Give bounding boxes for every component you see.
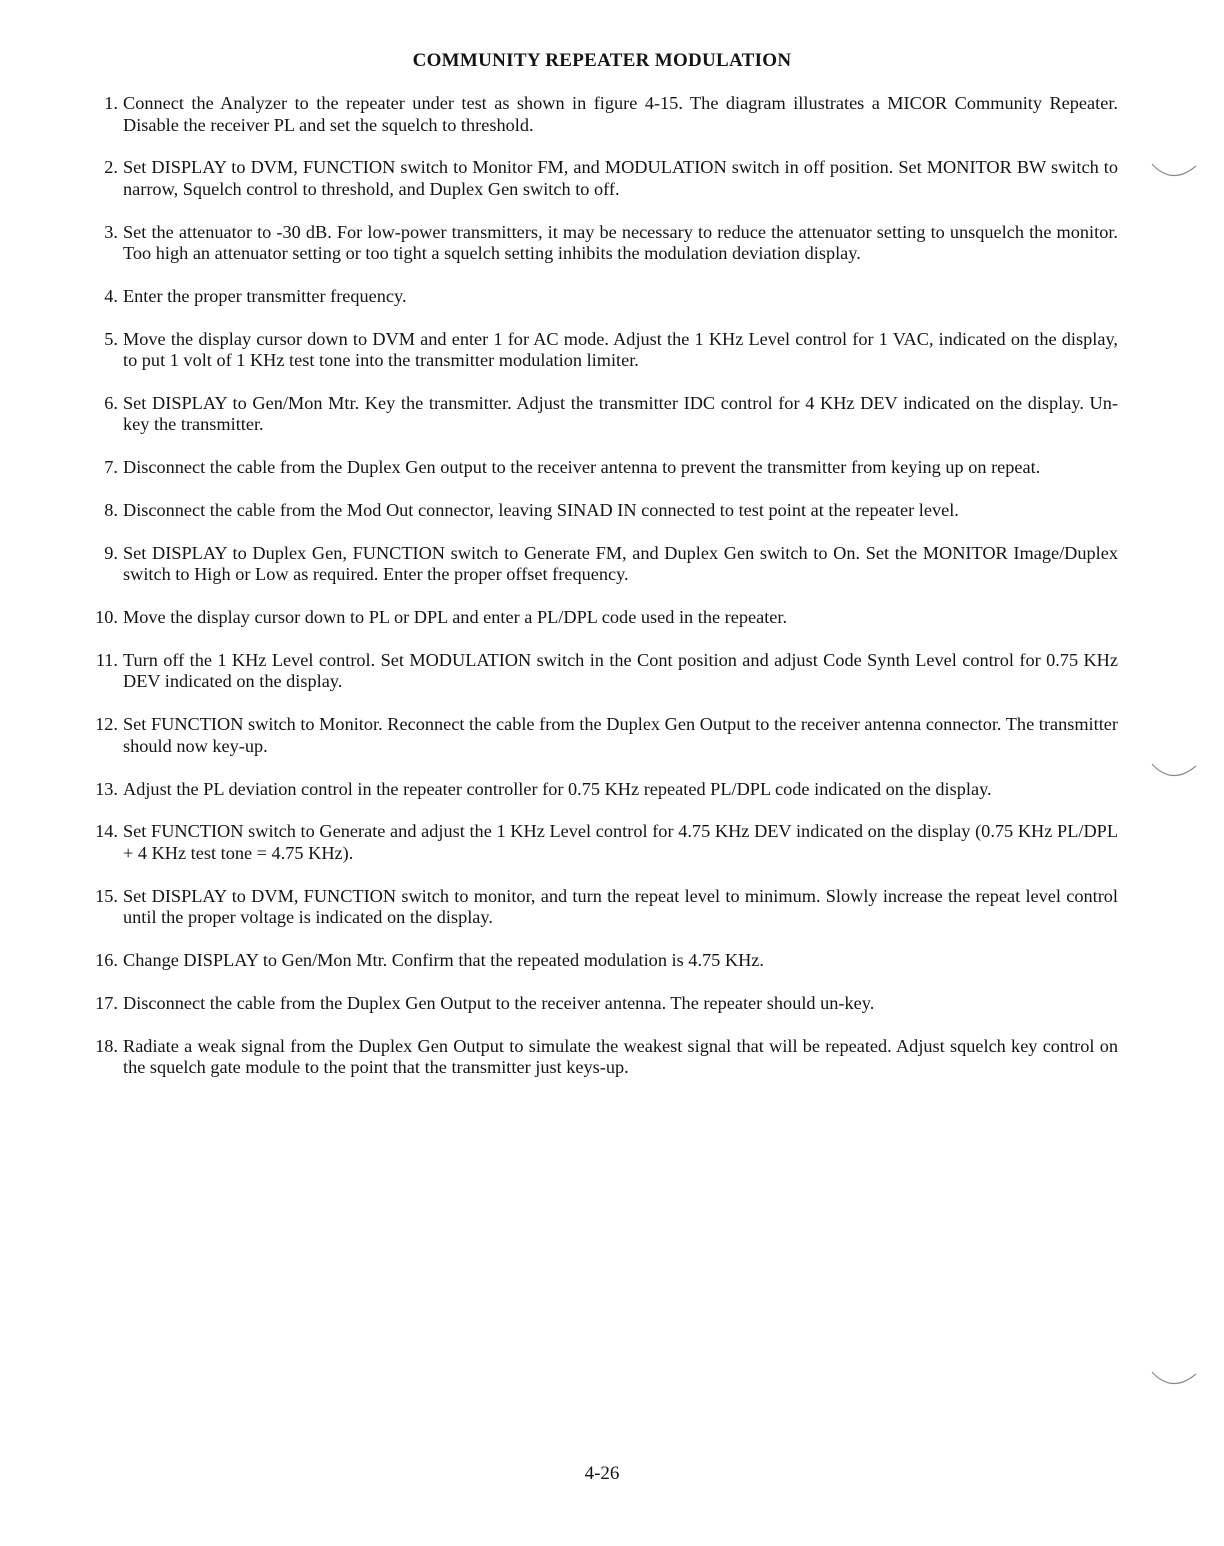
procedure-step [88,329,1118,372]
step-text: Set DISPLAY to Duplex Gen, FUNCTION switch to Generate FM, and Duplex Gen switch to On. Set the MONITOR Image/Duplex switch to High or Low as required. Enter the proper offset frequency. [123,542,1118,585]
step-text: Enter the proper transmitter frequency. [123,285,407,306]
procedure-step [88,286,1118,308]
procedure-step [88,607,1118,629]
step-text: Set FUNCTION switch to Generate and adjust the 1 KHz Level control for 4.75 KHz DEV indicated on the display (0.75 KHz PL/DPL + 4 KHz test tone = 4.75 KHz). [123,821,1118,863]
step-text: Disconnect the cable from the Mod Out connector, leaving SINAD IN connected to test point at the repeater level. [123,500,959,521]
step-text: Set the attenuator to -30 dB. For low-power transmitters, it may be necessary to reduce the attenuator setting to unsquelch the monitor. Too high an attenuator setting or too tight a squelch setting inhibits the modulation deviation display. [123,221,1118,264]
procedure-step [88,457,1118,479]
step-number: 11. [95,649,118,670]
step-number: 15. [95,885,118,906]
binder-hole-mark-icon [1150,160,1198,184]
step-text: Change DISPLAY to Gen/Mon Mtr. Confirm that the repeated modulation is 4.75 KHz. [123,949,764,970]
procedure-steps-list [88,93,1118,1100]
step-text: Adjust the PL deviation control in the repeater controller for 0.75 KHz repeated PL/DPL code indicated on the display. [123,778,992,799]
procedure-step [88,714,1118,757]
procedure-step [88,650,1118,693]
step-number: 3. [104,221,118,242]
step-number: 2. [104,157,118,178]
step-number: 5. [104,328,118,349]
step-number: 4. [104,285,118,306]
step-text: Radiate a weak signal from the Duplex Gen Output to simulate the weakest signal that will be repeated. Adjust squelch key control on the squelch gate module to the point that the transmitter just keys-up. [123,1035,1118,1078]
step-text: Move the display cursor down to PL or DPL and enter a PL/DPL code used in the repeater. [123,607,788,628]
page-number: 4-26 [584,1463,620,1484]
step-number: 8. [104,500,118,521]
procedure-step [88,950,1118,972]
procedure-step [88,886,1118,929]
step-text: Set FUNCTION switch to Monitor. Reconnect the cable from the Duplex Gen Output to the receiver antenna connector. The transmitter should now key-up. [123,714,1118,756]
binder-hole-mark-icon [1150,1368,1198,1392]
step-number: 13. [95,778,118,799]
procedure-step [88,222,1118,265]
step-text: Set DISPLAY to Gen/Mon Mtr. Key the transmitter. Adjust the transmitter IDC control for 4 KHz DEV indicated on the display. Un-key the transmitter. [123,392,1118,435]
step-text: Connect the Analyzer to the repeater under test as shown in figure 4-15. The diagram illustrates a MICOR Community Repeater. Disable the receiver PL and set the squelch to threshold. [123,93,1118,135]
step-text: Turn off the 1 KHz Level control. Set MODULATION switch in the Cont position and adjust Code Synth Level control for 0.75 KHz DEV indicated on the display. [123,649,1118,692]
procedure-step [88,993,1118,1015]
procedure-step [88,393,1118,436]
procedure-step [88,821,1118,864]
procedure-step [88,500,1118,522]
step-number: 10. [95,607,118,628]
step-text: Disconnect the cable from the Duplex Gen output to the receiver antenna to prevent the transmitter from keying up on repeat. [123,457,1041,478]
procedure-step [88,543,1118,586]
step-text: Disconnect the cable from the Duplex Gen Output to the receiver antenna. The repeater should un-key. [123,992,875,1013]
page-title: COMMUNITY REPEATER MODULATION [412,50,792,71]
step-number: 1. [104,93,118,113]
step-number: 12. [95,714,118,735]
procedure-step [88,157,1118,200]
step-number: 18. [95,1035,118,1056]
procedure-step [88,93,1118,136]
step-number: 14. [95,821,118,842]
step-text: Set DISPLAY to DVM, FUNCTION switch to Monitor FM, and MODULATION switch in off position. Set MONITOR BW switch to narrow, Squelch control to threshold, and Duplex Gen switch to off. [123,157,1118,199]
binder-hole-mark-icon [1150,760,1198,784]
step-number: 16. [95,949,118,970]
step-number: 7. [104,457,118,478]
step-text: Set DISPLAY to DVM, FUNCTION switch to monitor, and turn the repeat level to minimum. Slowly increase the repeat level control until the proper voltage is indicated on the display. [123,885,1118,928]
step-number: 6. [104,392,118,413]
step-number: 9. [104,542,118,563]
procedure-step [88,779,1118,801]
step-number: 17. [95,992,118,1013]
step-text: Move the display cursor down to DVM and enter 1 for AC mode. Adjust the 1 KHz Level control for 1 VAC, indicated on the display, to put 1 volt of 1 KHz test tone into the transmitter modulation limiter. [123,328,1118,371]
procedure-step [88,1036,1118,1079]
